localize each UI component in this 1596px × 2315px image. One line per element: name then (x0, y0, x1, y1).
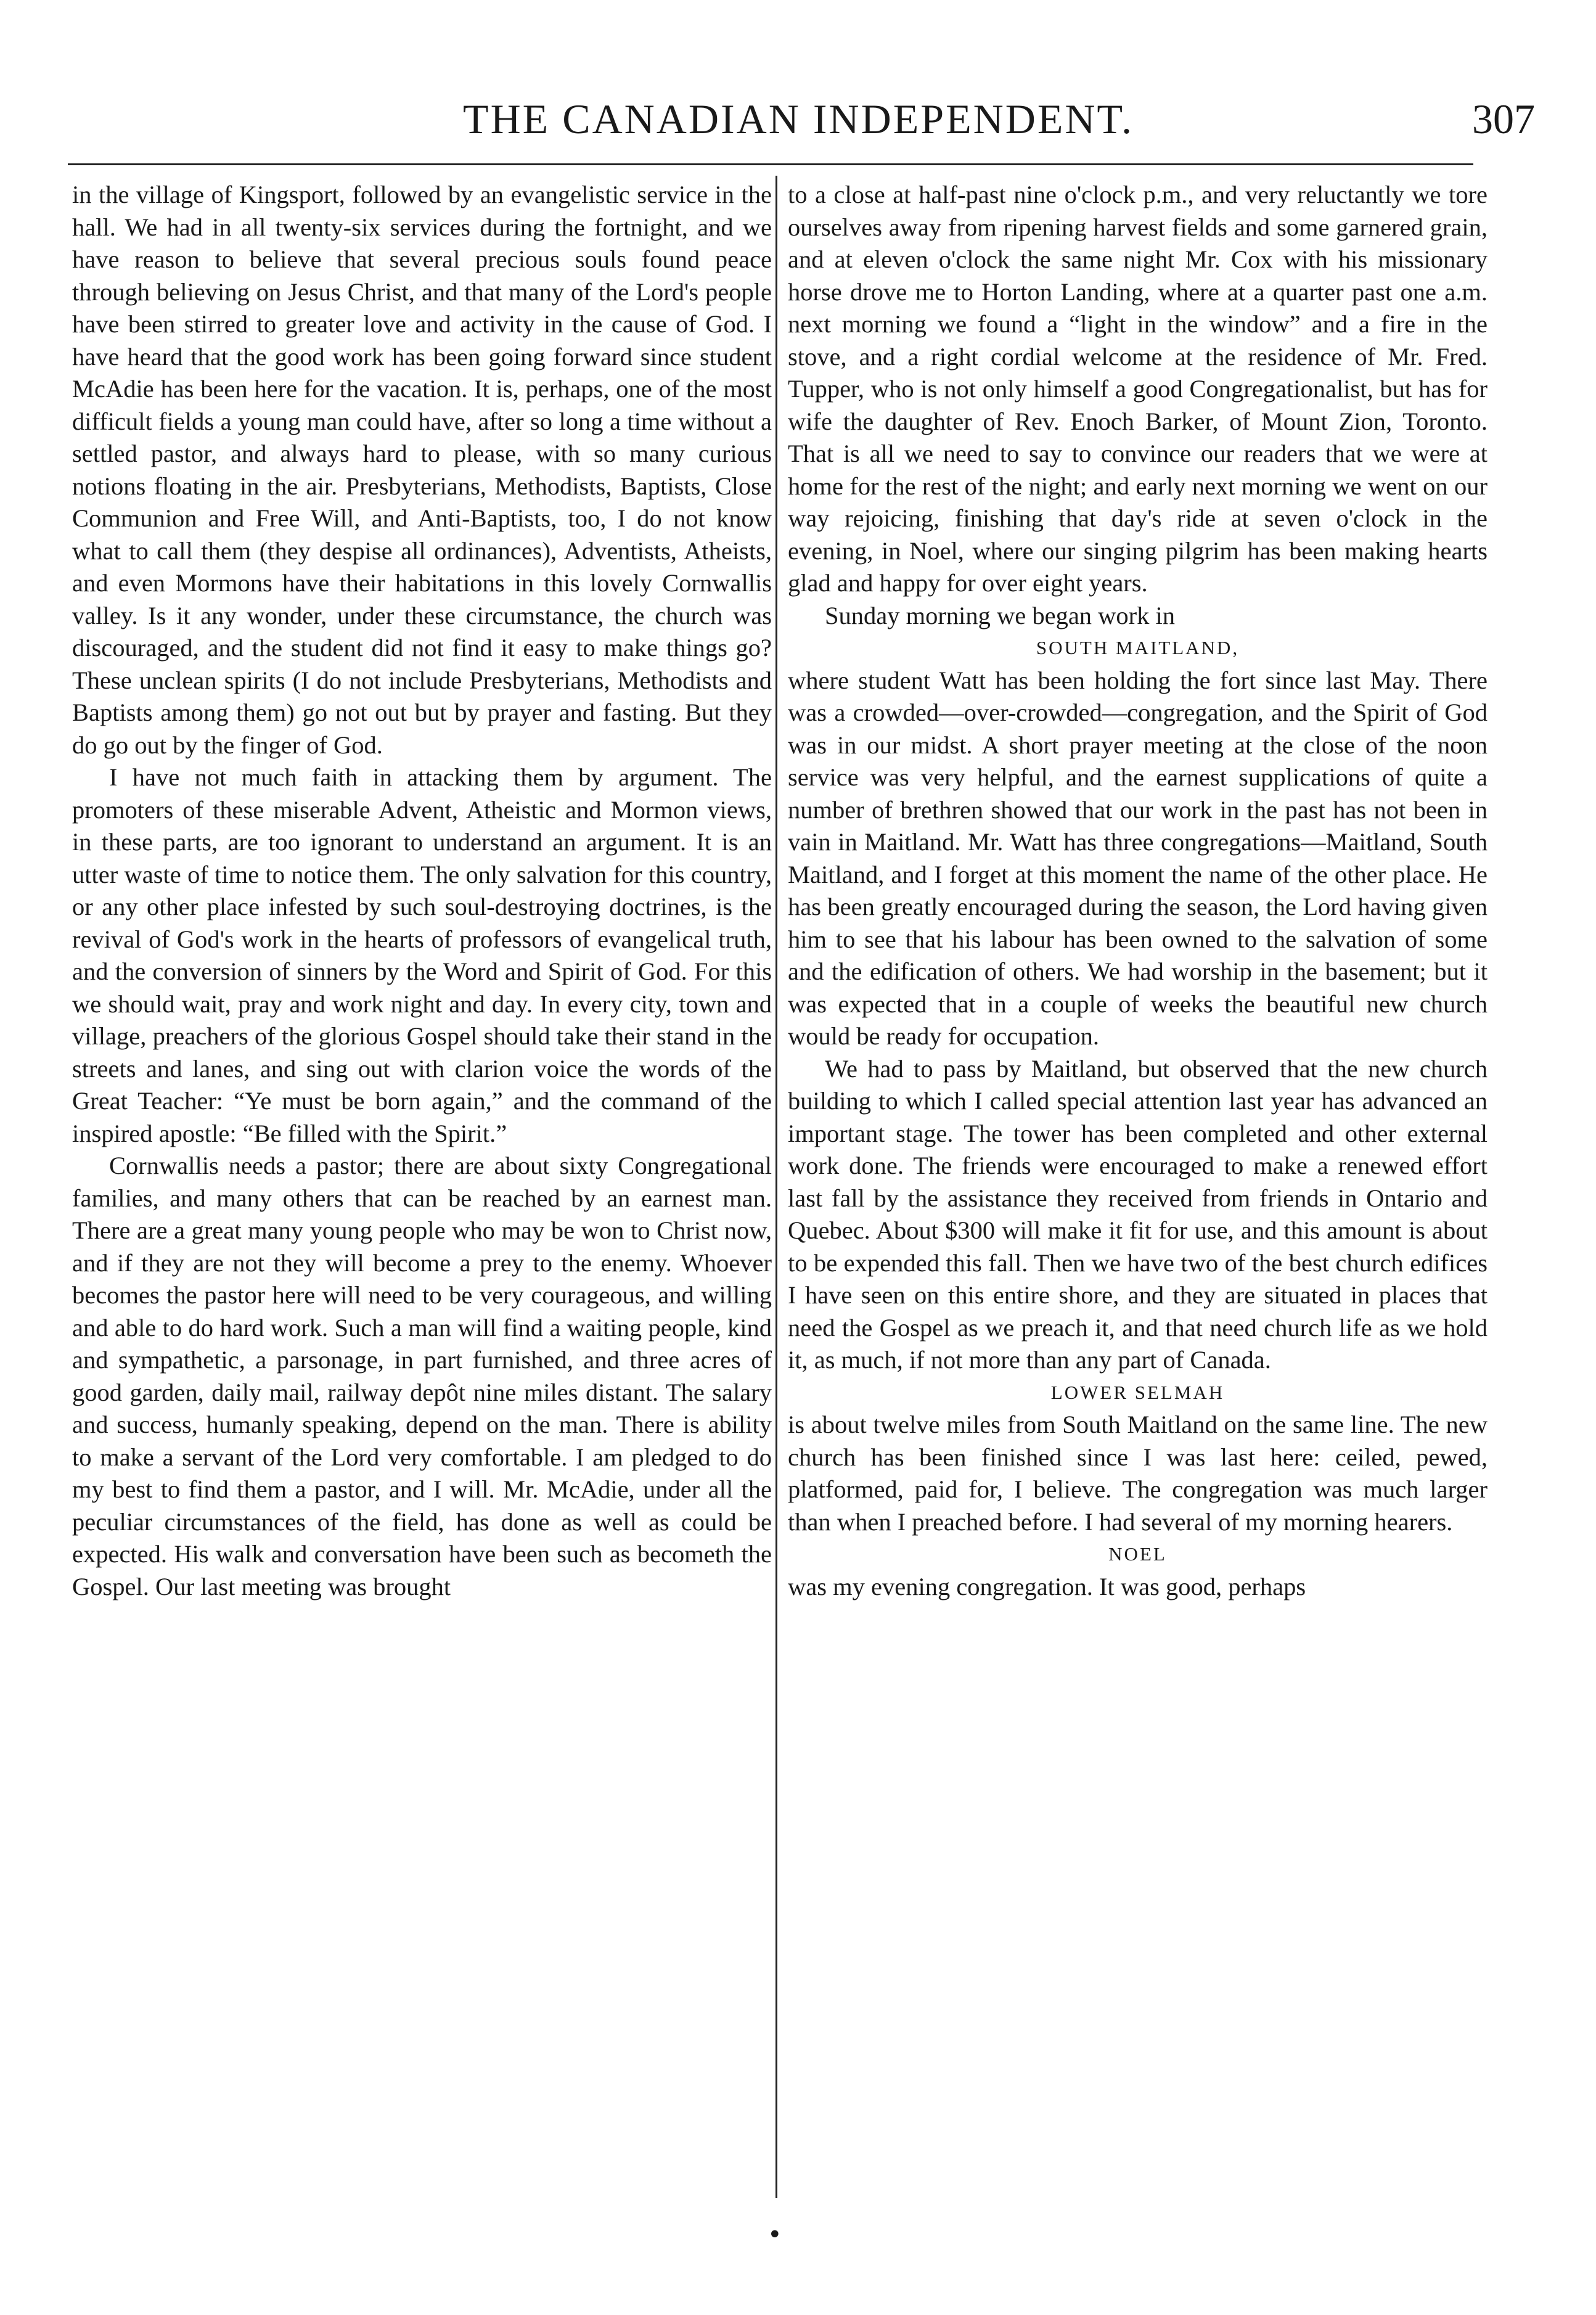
paragraph: was my evening congregation. It was good, perhaps (788, 1572, 1306, 1600)
paragraph: Sunday morning we began work in (825, 601, 1176, 629)
page-header (62, 91, 1535, 153)
paragraph: in the village of Kingsport, followed by an evangelistic service in the hall. We had in all twenty-six services during the fortnight, and we have reason to believe that several precious souls found peace through believing on Jesus Christ, and that many of the Lord's people have been stirred to greater love and activity in the cause of God. I have heard that the good work has been going forward since student McAdie has been here for the vacation. It is, perhaps, one of the most difficult fields a young man could have, after so long a time without a settled pastor, and always hard to please, with so many curious notions floating in the air. Presbyterians, Methodists, Baptists, Close Communion and Free Will, and Anti-Baptists, too, I do not know what to call them (they despise all ordinances), Adventists, Atheists, and even Mormons have their habitations in this lovely Cornwallis valley. Is it any wonder, under these circumstance, the church was discouraged, and the student did not find it easy to make things go? These unclean spirits (I do not include Presbyterians, Methodists and Baptists among them) go not out but by prayer and fasting. But they do go out by the finger of God. (72, 181, 772, 759)
section-heading-noel: NOEL (1108, 1543, 1167, 1565)
paragraph: is about twelve miles from South Maitland on the same line. The new church has been finished since I was last here: ceiled, pewed, platformed, paid for, I believe. The congregation was much larger than when I preached before. I had several of my morning hearers. (788, 1411, 1488, 1536)
header-rule (68, 163, 1473, 165)
section-heading-lower-selmah: LOWER SELMAH (1050, 1381, 1225, 1403)
paragraph: I have not much faith in attacking them by argument. The promoters of these miserable Advent, Atheistic and Mormon views, in these parts, are too ignorant to understand an argument. It is an utter waste of time to notice them. The only salvation for this country, or any other place infested by such soul-destroying doctrines, is the revival of God's work in the hearts of professors of evangelical truth, and the conversion of sinners by the Word and Spirit of God. For this we should wait, pray and work night and day. In every city, town and village, preachers of the glorious Gospel should take their stand in the streets and lanes, and sing out with clarion voice the words of the Great Teacher: “Ye must be born again,” and the command of the inspired apostle: “Be filled with the Spirit.” (72, 763, 772, 1147)
left-column (72, 179, 772, 1603)
paragraph: We had to pass by Maitland, but observed that the new church building to which I called special attention last year has advanced an important stage. The tower has been completed and other external work done. The friends were encouraged to make a renewed effort last fall by the assistance they received from friends in Ontario and Quebec. About $300 will make it fit for use, and this amount is about to be expended this fall. Then we have two of the best church edifices I have seen on this entire shore, and they are situated in places that need the Gospel as we preach it, and that need church life as we hold it, as much, if not more than any part of Canada. (788, 1054, 1488, 1374)
paragraph: to a close at half-past nine o'clock p.m., and very reluctantly we tore ourselves away from ripening harvest fields and some garnered grain, and at eleven o'clock the same night Mr. Cox with his missionary horse drove me to Horton Landing, where at a quarter past one a.m. next morning we found a “light in the window” and a fire in the stove, and a right cordial welcome at the residence of Mr. Fred. Tupper, who is not only himself a good Congregationalist, but has for wife the daughter of Rev. Enoch Barker, of Mount Zion, Toronto. That is all we need to say to convince our readers that we were at home for the rest of the night; and early next morning we went on our way rejoicing, finishing that day's ride at seven o'clock in the evening, in Noel, where our singing pilgrim has been making hearts glad and happy for over eight years. (788, 181, 1488, 597)
page-footer-mark: • (767, 2221, 782, 2249)
right-column (788, 179, 1488, 1603)
page-number: 307 (1472, 96, 1535, 142)
section-heading-south-maitland: SOUTH MAITLAND, (1036, 637, 1240, 658)
publication-title: THE CANADIAN INDEPENDENT. (463, 96, 1134, 142)
paragraph: where student Watt has been holding the fort since last May. There was a crowded—over-crowded—congregation, and the Spirit of God was in our midst. A short prayer meeting at the close of the noon service was very helpful, and the earnest supplications of quite a number of brethren showed that our work in the past has not been in vain in Maitland. Mr. Watt has three congregations—Maitland, South Maitland, and I forget at this moment the name of the other place. He has been greatly encouraged during the season, the Lord having given him to see that his labour has been owned to the salvation of some and the edification of others. We had worship in the basement; but it was expected that in a couple of weeks the beautiful new church would be ready for occupation. (788, 666, 1488, 1050)
paragraph: Cornwallis needs a pastor; there are about sixty Congregational families, and many others that can be reached by an earnest man. There are a great many young people who may be won to Christ now, and if they are not they will become a prey to the enemy. Whoever becomes the pastor here will need to be very courageous, and willing and able to do hard work. Such a man will find a waiting people, kind and sympathetic, a parsonage, in part furnished, and three acres of good garden, daily mail, railway depôt nine miles distant. The salary and success, humanly speaking, depend on the man. There is ability to make a servant of the Lord very comfortable. I am pledged to do my best to find them a pastor, and I will. Mr. McAdie, under all the peculiar circumstances of the field, has done as well as could be expected. His walk and conversation have been such as becometh the Gospel. Our last meeting was brought (72, 1152, 772, 1600)
column-divider (775, 176, 777, 2198)
